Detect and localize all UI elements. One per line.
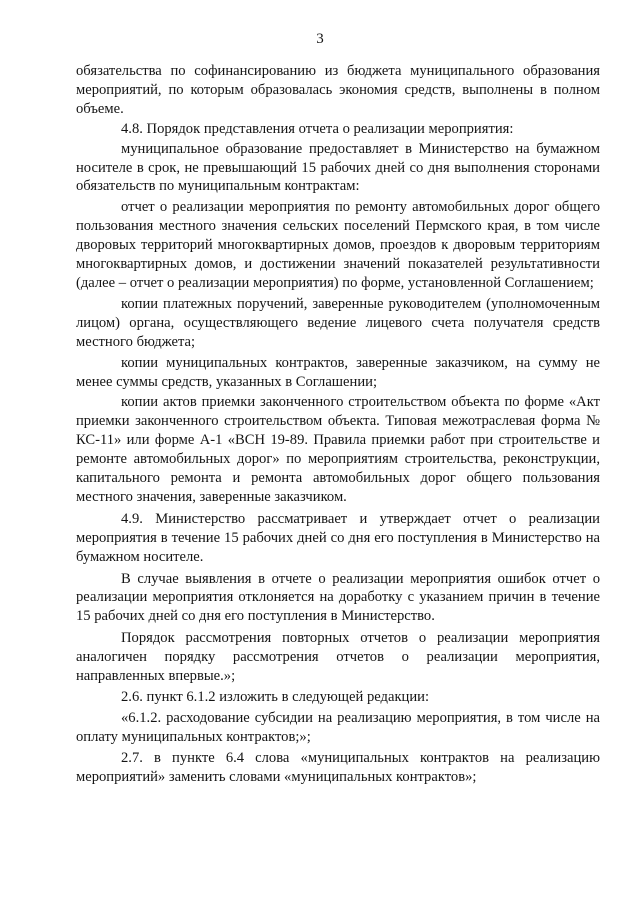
page-number: 3 bbox=[316, 31, 324, 47]
paragraph: копии платежных поручений, заверенные руководителем (уполномоченным лицом) органа, осуществляющего ведение лицевого счета получателя средств местного бюджета; bbox=[76, 295, 600, 350]
paragraph: копии актов приемки законченного строительством объекта по форме «Акт приемки законченного строительством объекта. Типовая межотраслевая форма № КС-11» или форме А-1 «ВСН 19-89. Правила приемки работ при строительстве и ремонте автомобильных дорог» по мероприятиям строительства, реконструкции, капитального ремонта и ремонта автомобильных дорог общего пользования местного значения, заверенные заказчиком. bbox=[76, 394, 600, 505]
paragraph: отчет о реализации мероприятия по ремонту автомобильных дорог общего пользования местного значения сельских поселений Пермского края, в том числе дворовых территорий многоквартирных домов, проездов к дворовым территориям многоквартирных домов, и достижении значений показателей результативности (далее – отчет о реализации мероприятия) по форме, установленной Соглашением; bbox=[76, 199, 600, 291]
document-body bbox=[76, 62, 600, 787]
paragraph: 4.8. Порядок представления отчета о реализации мероприятия: bbox=[121, 120, 514, 137]
paragraph: муниципальное образование предоставляет в Министерство на бумажном носителе в срок, не превышающий 15 рабочих дней со дня выполнения сторонами обязательств по муниципальным контрактам: bbox=[76, 140, 600, 195]
paragraph: копии муниципальных контрактов, заверенные заказчиком, на сумму не менее суммы средств, указанных в Соглашении; bbox=[76, 354, 600, 390]
paragraph: 2.7. в пункте 6.4 слова «муниципальных контрактов на реализацию мероприятий» заменить словами «муниципальных контрактов»; bbox=[76, 749, 600, 785]
paragraph: обязательства по софинансированию из бюджета муниципального образования мероприятий, по которым образовалась экономия средств, выполнены в полном объеме. bbox=[76, 63, 600, 117]
paragraph: 4.9. Министерство рассматривает и утверждает отчет о реализации мероприятия в течение 15 рабочих дней со дня его поступления в Министерство на бумажном носителе. bbox=[76, 510, 600, 565]
paragraph: 2.6. пункт 6.1.2 изложить в следующей редакции: bbox=[121, 689, 430, 705]
paragraph: «6.1.2. расходование субсидии на реализацию мероприятия, в том числе на оплату муниципальных контрактов;»; bbox=[76, 709, 600, 745]
paragraph: В случае выявления в отчете о реализации мероприятия ошибок отчет о реализации мероприятия отклоняется на доработку с указанием причин в течение 15 рабочих дней со дня его поступления в Министерство. bbox=[76, 570, 600, 625]
paragraph: Порядок рассмотрения повторных отчетов о реализации мероприятия аналогичен порядку рассмотрения отчетов о реализации мероприятия, направленных впервые.»; bbox=[76, 630, 600, 685]
